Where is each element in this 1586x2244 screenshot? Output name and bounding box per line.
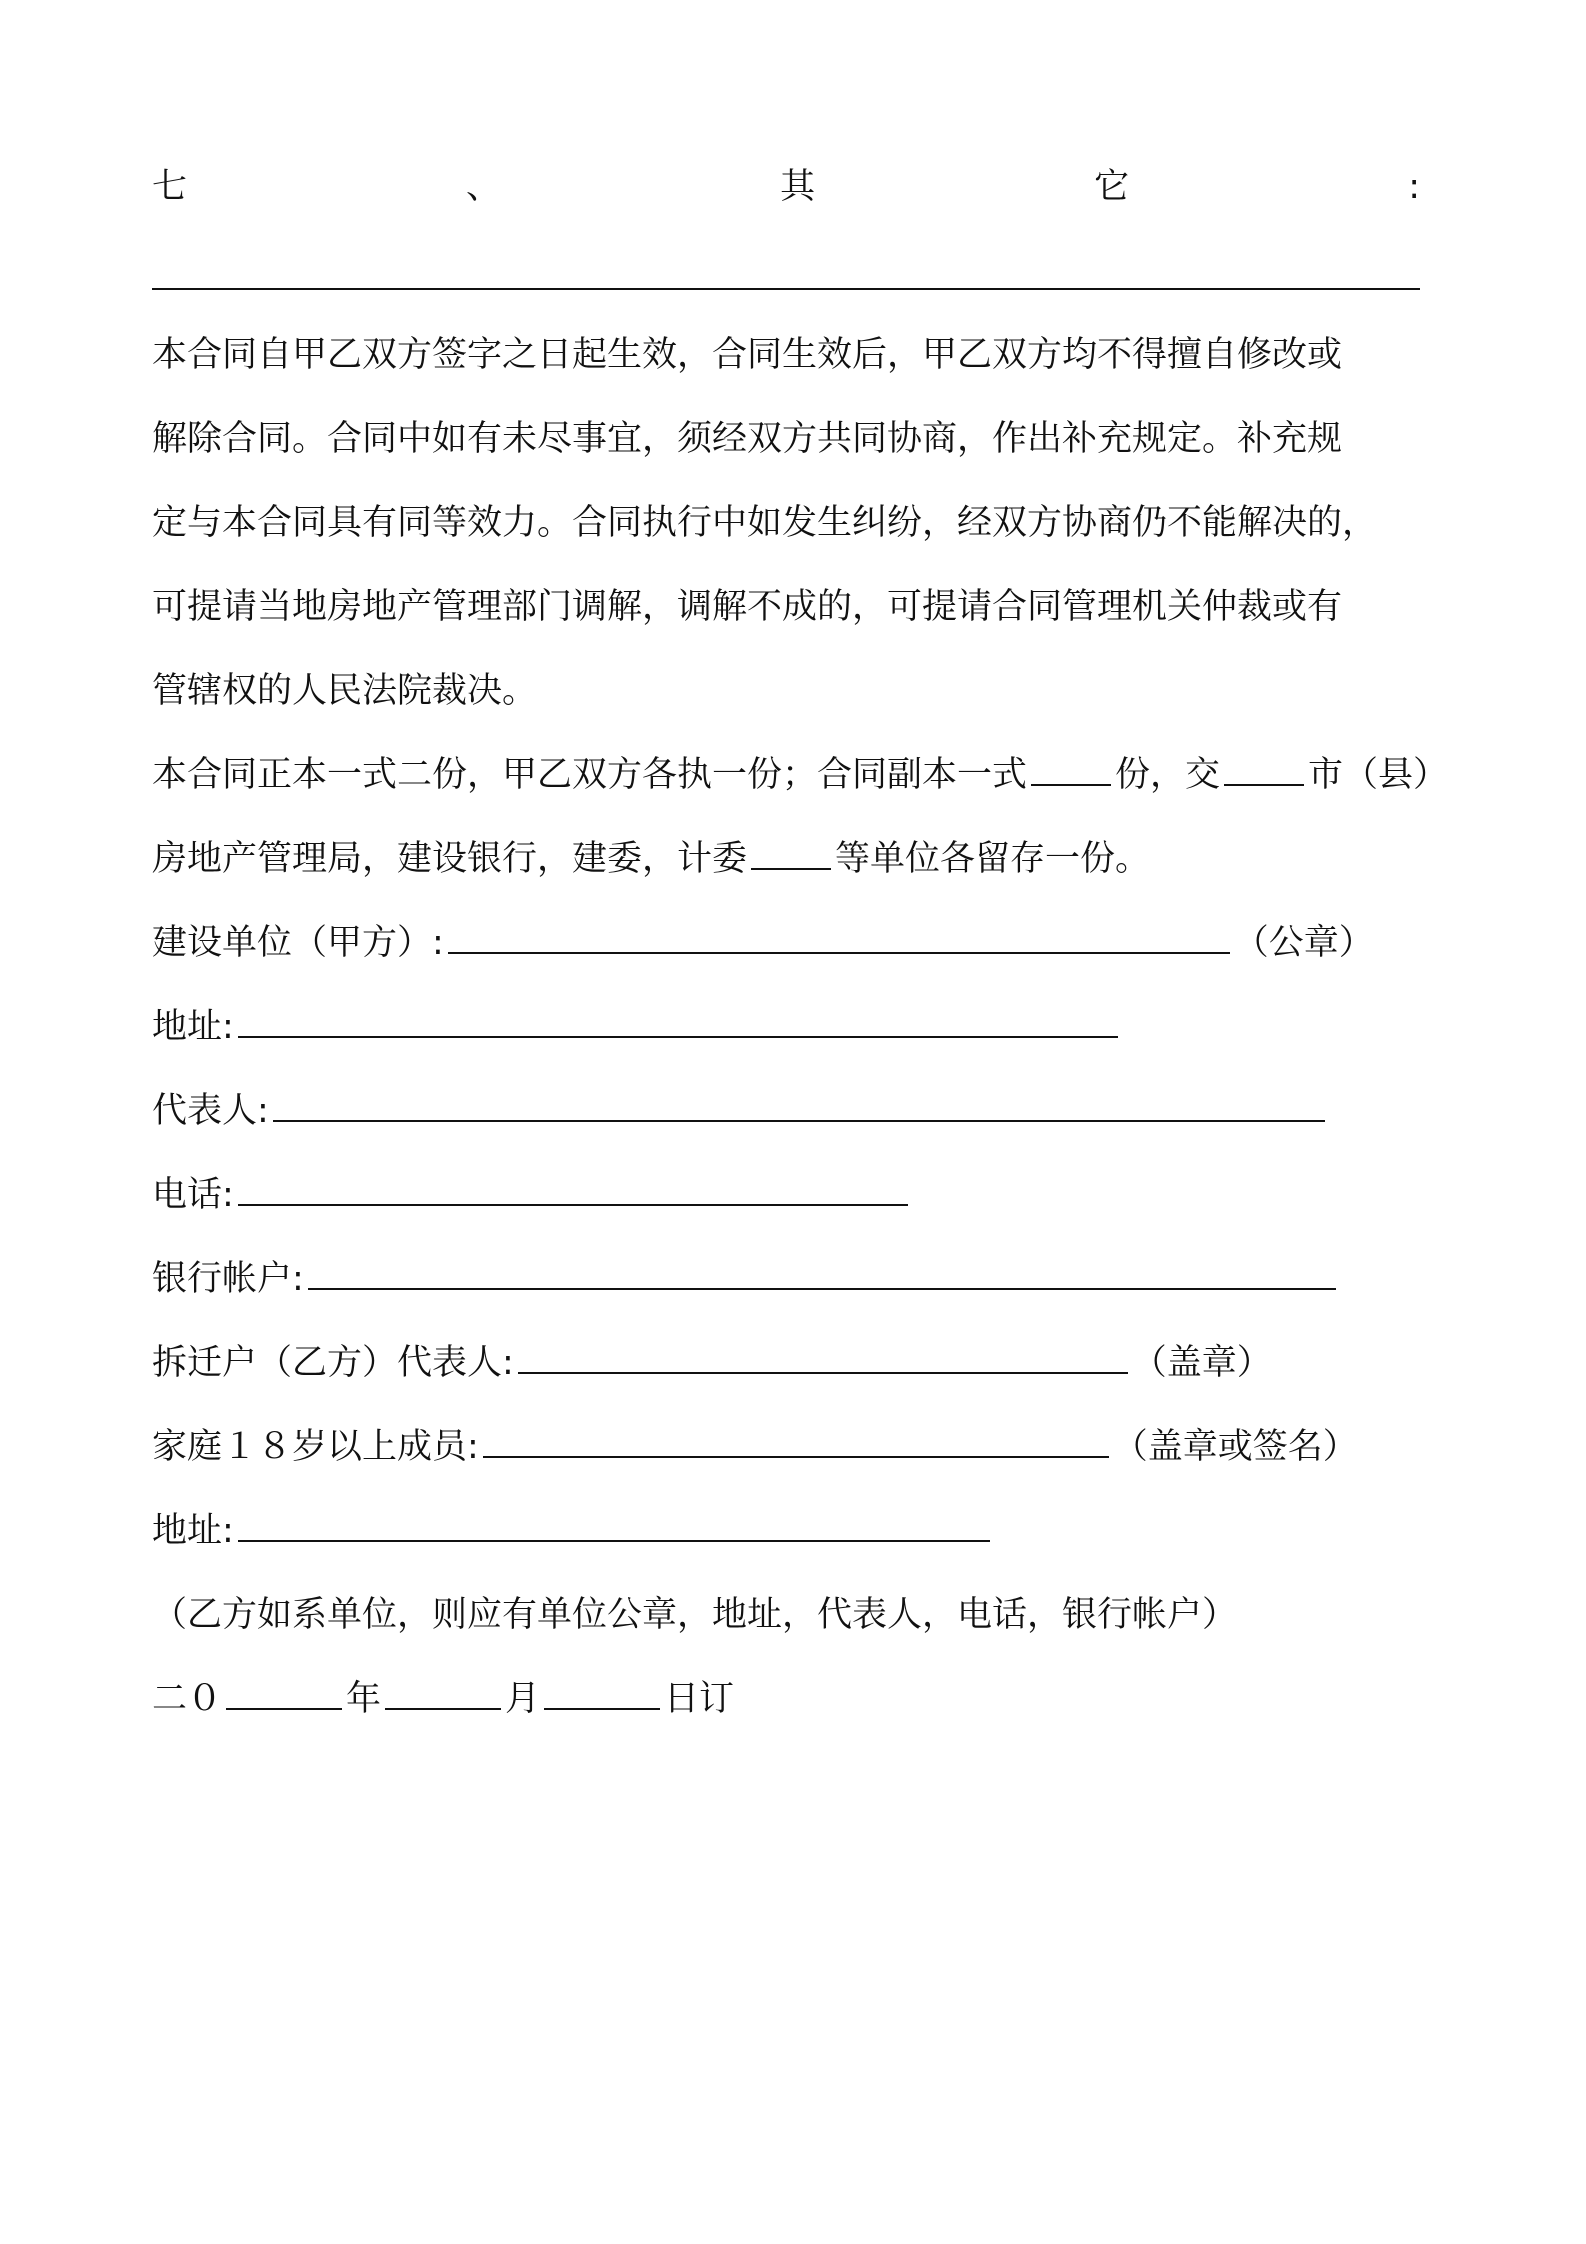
copies-line-1: [152, 754, 1448, 796]
party-b-address-label: 地址:: [152, 1511, 234, 1551]
day-blank[interactable]: [544, 1678, 660, 1710]
party-a-bank-row: [152, 1258, 1340, 1300]
paragraph1-line: 管辖权的人民法院裁决。: [152, 671, 538, 711]
paragraph1-line: 本合同自甲乙双方签字之日起生效，合同生效后，甲乙双方均不得擅自修改或: [152, 335, 1343, 375]
party-a-bank-field[interactable]: [308, 1258, 1336, 1290]
party-b-seal-note: （盖章）: [1131, 1343, 1272, 1383]
party-a-phone-label: 电话:: [152, 1175, 234, 1215]
party-a-unit-label: 建设单位（甲方）:: [152, 923, 444, 963]
section-separator: 、: [466, 167, 502, 207]
party-b-representative-row: [152, 1342, 1272, 1384]
year-blank[interactable]: [226, 1678, 342, 1710]
party-b-family-field[interactable]: [483, 1426, 1109, 1458]
party-b-family-row: [152, 1426, 1358, 1468]
other-unit-blank[interactable]: [751, 838, 831, 870]
party-a-address-field[interactable]: [238, 1006, 1118, 1038]
party-b-signature-note: （盖章或签名）: [1112, 1427, 1358, 1467]
copies-text-a: 本合同正本一式二份，甲乙双方各执一份；合同副本一式: [152, 755, 1028, 795]
party-b-family-label: 家庭１８岁以上成员:: [152, 1427, 479, 1467]
month-label: 月: [505, 1679, 541, 1719]
section-title-char-1: 其: [780, 167, 816, 207]
party-b-representative-label: 拆迁户（乙方）代表人:: [152, 1343, 514, 1383]
section-number: 七: [152, 167, 188, 207]
copies-text-c: 市（县）: [1308, 755, 1449, 795]
copies-text-b: 份，交: [1115, 755, 1221, 795]
party-a-representative-field[interactable]: [273, 1090, 1325, 1122]
party-a-unit-field[interactable]: [448, 922, 1230, 954]
heading-blank-line[interactable]: [152, 288, 1420, 290]
year-label: 年: [346, 1679, 382, 1719]
copies-count-blank[interactable]: [1031, 754, 1111, 786]
date-row: [152, 1678, 734, 1720]
section-heading: [152, 166, 1420, 208]
party-b-address-field[interactable]: [238, 1510, 990, 1542]
party-a-representative-label: 代表人:: [152, 1091, 269, 1131]
copies-line-2: [152, 838, 1150, 880]
paragraph1-line: 定与本合同具有同等效力。合同执行中如发生纠纷，经双方协商仍不能解决的，: [152, 503, 1378, 543]
party-b-address-row: [152, 1510, 994, 1552]
section-title-char-2: 它: [1094, 167, 1130, 207]
party-a-unit-row: [152, 922, 1374, 964]
party-a-address-label: 地址:: [152, 1007, 234, 1047]
copies-text-e: 等单位各留存一份。: [835, 839, 1151, 879]
party-a-phone-row: [152, 1174, 912, 1216]
party-b-note: （乙方如系单位，则应有单位公章，地址，代表人，电话，银行帐户）: [152, 1595, 1238, 1635]
party-a-representative-row: [152, 1090, 1329, 1132]
day-label: 日订: [664, 1679, 735, 1719]
city-blank[interactable]: [1224, 754, 1304, 786]
paragraph1-line: 解除合同。合同中如有未尽事宜，须经双方共同协商，作出补充规定。补充规: [152, 419, 1343, 459]
party-a-address-row: [152, 1006, 1122, 1048]
date-prefix: 二０: [152, 1679, 223, 1719]
party-a-bank-label: 银行帐户:: [152, 1259, 304, 1299]
month-blank[interactable]: [385, 1678, 501, 1710]
party-b-representative-field[interactable]: [518, 1342, 1128, 1374]
section-colon: :: [1408, 167, 1420, 207]
party-a-seal-note: （公章）: [1233, 923, 1374, 963]
party-a-phone-field[interactable]: [238, 1174, 908, 1206]
copies-text-d: 房地产管理局，建设银行，建委，计委: [152, 839, 748, 879]
paragraph1-line: 可提请当地房地产管理部门调解，调解不成的，可提请合同管理机关仲裁或有: [152, 587, 1343, 627]
